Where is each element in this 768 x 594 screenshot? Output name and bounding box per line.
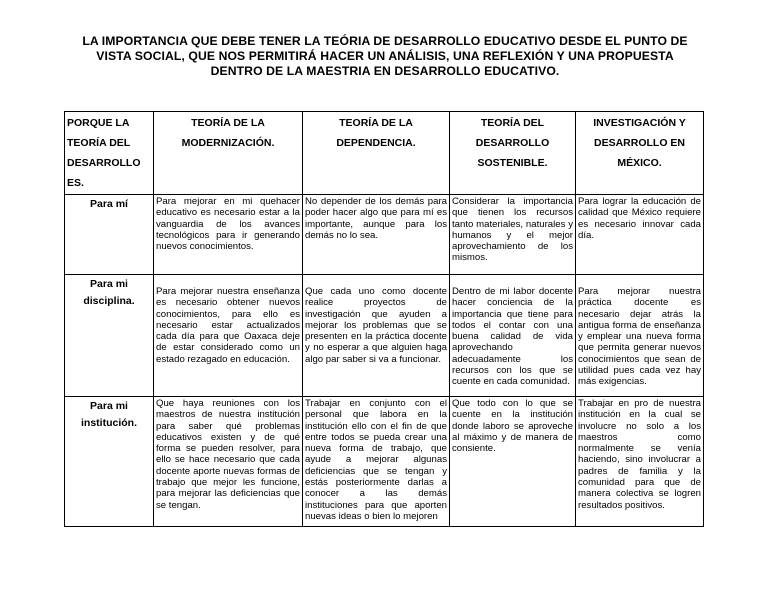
table-header-row [65,112,704,195]
column-header-2: TEORÍA DE LA MODERNIZACIÓN. [154,112,303,195]
table-row [65,397,704,527]
table-row [65,275,704,397]
table-row [65,195,704,275]
table-cell: Que haya reuniones con los maestros de nuestra institución para saber qué problemas educativos existen y de qué forma se pueden resolver, para ello se hace necesario que cada docente aporte nuevas formas de trabajo que mejor les funcione, para mejorar las deficiencias que se tengan. [154,397,303,527]
table-cell: Que cada uno como docente realice proyectos de investigación que ayuden a mejorar los problemas que se presenten en la práctica docente y no esperar a que alguien haga algo par saber si va a funcionar. [303,275,450,397]
document-title: LA IMPORTANCIA QUE DEBE TENER LA TEÓRIA DE DESARROLLO EDUCATIVO DESDE EL PUNTO DE VISTA SOCIAL, QUE NOS PERMITIRÁ HACER UN ANÁLISIS, UNA REFLEXIÓN Y UNA PROPUESTA DENTRO DE LA MAESTRIA EN DESARROLLO EDUCATIVO. [82,34,688,78]
table-cell: Para mejorar nuestra enseñanza es necesario obtener nuevos conocimientos, para ello es necesario estar actualizados cada día para que Oaxaca deje de estar considerado como un estado rezagado en educación. [154,275,303,397]
row-header: Para mi institución. [65,397,154,527]
table-cell: Trabajar en pro de nuestra institución en la cual se involucre no solo a los maestros como normalmente se venía haciendo, sino involucrar a padres de familia y la comunidad para que de manera colectiva se logren resultados positivos. [576,397,704,527]
column-header-3: TEORÍA DE LA DEPENDENCIA. [303,112,450,195]
row-header: Para mi disciplina. [65,275,154,397]
table-cell: Para lograr la educación de calidad que México requiere es necesario innovar cada día. [576,195,704,275]
table-cell: Para mejorar nuestra práctica docente es necesario dejar atrás la antigua forma de enseñanza y emplear una nueva forma que permita generar nuevos conocimientos que sean de utilidad pues cada vez hay más exigencias. [576,275,704,397]
table-cell: No depender de los demás para poder hacer algo que para mí es importante, aunque para los demás no lo sea. [303,195,450,275]
table-cell: Considerar la importancia que tienen los recursos tanto materiales, naturales y humanos y el mejor aprovechamiento de los mismos. [450,195,576,275]
row-header: Para mí [65,195,154,275]
column-header-4: TEORÍA DEL DESARROLLO SOSTENIBLE. [450,112,576,195]
comparison-table [64,111,704,527]
column-header-1: PORQUE LA TEORÍA DEL DESARROLLO ES. [65,112,154,195]
table-cell: Dentro de mi labor docente hacer conciencia de la importancia que tiene para todos el contar con una buena calidad de vida aprovechando adecuadamente los recursos con los que se cuente en cada comunidad. [450,275,576,397]
table-cell: Para mejorar en mi quehacer educativo es necesario estar a la vanguardia de los avances tecnológicos para ir generando nuevos conocimientos. [154,195,303,275]
column-header-5: INVESTIGACIÓN Y DESARROLLO EN MÉXICO. [576,112,704,195]
table-cell: Que todo con lo que se cuente en la institución donde laboro se aproveche al máximo y de manera de consiente. [450,397,576,527]
table-cell: Trabajar en conjunto con el personal que labora en la institución ello con el fin de que entre todos se pueda crear una nueva forma de trabajo, que ayude a mejorar algunas deficiencias que se tengan y estás posteriormente darlas a conocer a las demás instituciones para que aporten nuevas ideas o bien lo mejoren [303,397,450,527]
